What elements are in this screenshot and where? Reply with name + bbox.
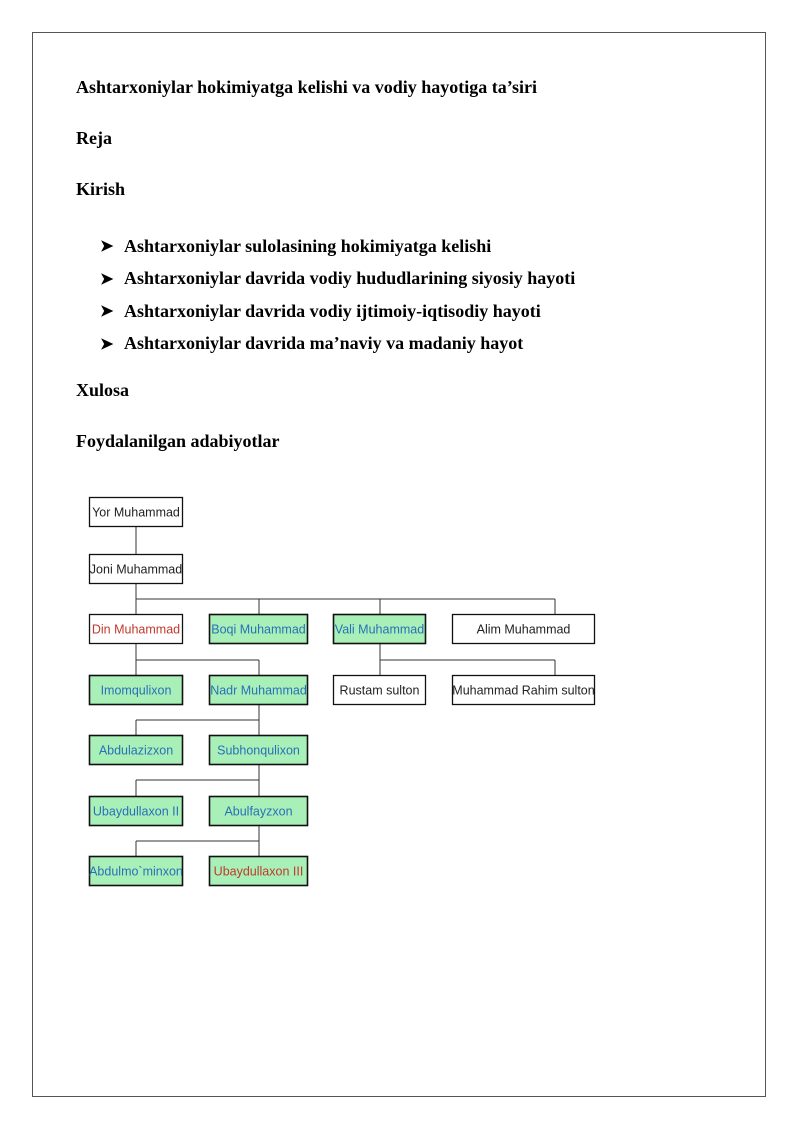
- tree-node-yor: [90, 498, 183, 527]
- intro-heading: Kirish: [76, 179, 126, 199]
- list-item-text: Ashtarxoniylar davrida vodiy hududlarining siyosiy hayoti: [124, 268, 576, 289]
- tree-node-ubayd3: [210, 857, 308, 886]
- tree-node-nadr: [210, 676, 308, 705]
- tree-node-label: Vali Muhammad: [334, 622, 425, 637]
- tree-node-ubayd2: [90, 797, 183, 826]
- arrowhead-bullet-icon: ➤: [100, 270, 114, 288]
- tree-node-label: Ubaydullaxon III: [213, 864, 304, 879]
- tree-node-label: Abdulmo`minxon: [89, 864, 183, 879]
- tree-node-alim: [453, 615, 595, 644]
- tree-node-label: Abdulazizxon: [98, 743, 174, 758]
- tree-node-abdulmomin: [89, 857, 183, 886]
- tree-node-label: Boqi Muhammad: [211, 622, 306, 637]
- tree-node-vali: [334, 615, 426, 644]
- tree-node-label: Imomqulixon: [100, 683, 172, 698]
- references-heading: Foydalanilgan adabiyotlar: [76, 431, 280, 451]
- tree-node-label: Muhammad Rahim sulton: [452, 683, 595, 698]
- plan-heading: Reja: [76, 128, 112, 148]
- tree-node-label: Subhonqulixon: [217, 743, 300, 758]
- tree-node-din: [90, 615, 183, 644]
- tree-node-label: Yor Muhammad: [92, 505, 180, 520]
- document-title: Ashtarxoniylar hokimiyatga kelishi va vodiy hayotiga ta’siri: [76, 77, 538, 97]
- tree-node-mrahim: [452, 676, 594, 705]
- tree-node-joni: [90, 555, 183, 584]
- tree-node-abulfayz: [210, 797, 308, 826]
- tree-node-label: Nadr Muhammad: [210, 683, 307, 698]
- tree-node-imom: [90, 676, 183, 705]
- tree-node-subhon: [210, 736, 308, 765]
- tree-node-label: Rustam sulton: [339, 683, 420, 698]
- tree-node-label: Din Muhammad: [91, 622, 181, 637]
- list-item-text: Ashtarxoniylar sulolasining hokimiyatga kelishi: [124, 235, 492, 256]
- arrowhead-bullet-icon: ➤: [100, 238, 114, 256]
- tree-node-label: Ubaydullaxon II: [92, 804, 180, 819]
- arrowhead-bullet-icon: ➤: [100, 335, 114, 353]
- list-item-text: Ashtarxoniylar davrida vodiy ijtimoiy-iqtisodiy hayoti: [124, 300, 541, 321]
- conclusion-heading: Xulosa: [76, 380, 130, 400]
- arrowhead-bullet-icon: ➤: [100, 303, 114, 321]
- tree-node-label: Abulfayzxon: [224, 804, 293, 819]
- tree-node-boqi: [210, 615, 308, 644]
- tree-node-rustam: [334, 676, 426, 705]
- tree-node-abdulaziz: [90, 736, 183, 765]
- tree-node-label: Alim Muhammad: [476, 622, 571, 637]
- tree-node-label: Joni Muhammad: [89, 562, 183, 577]
- list-item-text: Ashtarxoniylar davrida ma’naviy va madaniy hayot: [124, 333, 524, 354]
